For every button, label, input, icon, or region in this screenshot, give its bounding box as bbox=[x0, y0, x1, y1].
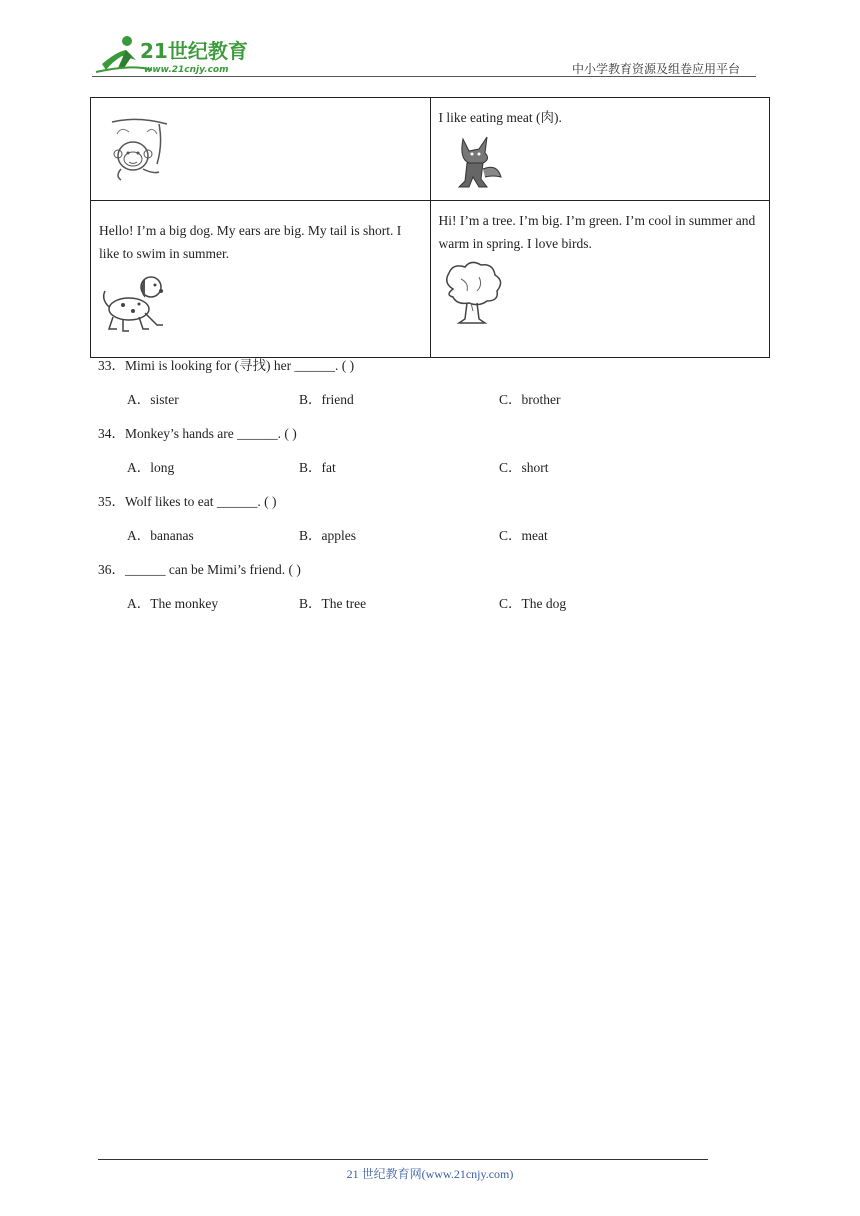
table-row bbox=[91, 201, 770, 358]
option-b[interactable]: B．The tree bbox=[299, 596, 367, 611]
footer-link[interactable]: 21 世纪教育网(www.21cnjy.com) bbox=[346, 1167, 514, 1181]
tree-cell bbox=[430, 201, 770, 358]
option-b[interactable]: B．fat bbox=[299, 460, 336, 475]
option-a[interactable]: A．long bbox=[127, 460, 175, 475]
svg-text:www.21cnjy.com bbox=[144, 65, 229, 75]
option-c[interactable]: C．The dog bbox=[499, 596, 567, 611]
page-header bbox=[92, 30, 756, 78]
question-options bbox=[98, 456, 738, 490]
option-a[interactable]: A．bananas bbox=[127, 528, 194, 543]
option-c[interactable]: C．short bbox=[499, 460, 549, 475]
header-divider bbox=[92, 76, 756, 77]
monkey-illustration bbox=[107, 114, 177, 184]
question-options bbox=[98, 388, 738, 422]
footer-divider bbox=[98, 1159, 708, 1160]
option-a[interactable]: A．sister bbox=[127, 392, 179, 407]
wolf-text: I like eating meat (肉). bbox=[438, 110, 562, 125]
option-b[interactable]: B．friend bbox=[299, 392, 354, 407]
story-table bbox=[90, 97, 770, 358]
option-c[interactable]: C．meat bbox=[499, 528, 548, 543]
option-b[interactable]: B．apples bbox=[299, 528, 356, 543]
tree-text: Hi! I’m a tree. I’m big. I’m green. I’m cool in summer and warm in spring. I love birds. bbox=[438, 213, 756, 251]
option-c[interactable]: C．brother bbox=[499, 392, 561, 407]
monkey-cell bbox=[91, 98, 431, 201]
question-stem: 35．Wolf likes to eat ______. ( ) bbox=[98, 494, 277, 509]
tree-illustration bbox=[439, 259, 507, 327]
question-list bbox=[98, 354, 738, 626]
question-stem: 36．______ can be Mimi’s friend. ( ) bbox=[98, 562, 301, 577]
dog-cell bbox=[91, 201, 431, 358]
option-a[interactable]: A．The monkey bbox=[127, 596, 219, 611]
logo-url-text: www.21cnjy.com bbox=[144, 65, 229, 75]
wolf-illustration bbox=[445, 133, 505, 191]
dog-text: Hello! I’m a big dog. My ears are big. My tail is short. I like to swim in summer. bbox=[99, 223, 402, 261]
brand-logo bbox=[92, 34, 262, 76]
wolf-cell bbox=[430, 98, 770, 201]
table-row bbox=[91, 98, 770, 201]
question-stem: 33．Mimi is looking for (寻找) her ______. ( ) bbox=[98, 358, 355, 373]
dog-illustration bbox=[99, 269, 171, 335]
logo-main-text: 21世纪教育 bbox=[140, 39, 248, 63]
question-options bbox=[98, 524, 738, 558]
platform-name: 中小学教育资源及组卷应用平台 bbox=[572, 62, 741, 76]
question-options bbox=[98, 592, 738, 626]
question-stem: 34．Monkey’s hands are ______. ( ) bbox=[98, 426, 297, 441]
svg-text:21世纪教育 bbox=[140, 39, 248, 63]
